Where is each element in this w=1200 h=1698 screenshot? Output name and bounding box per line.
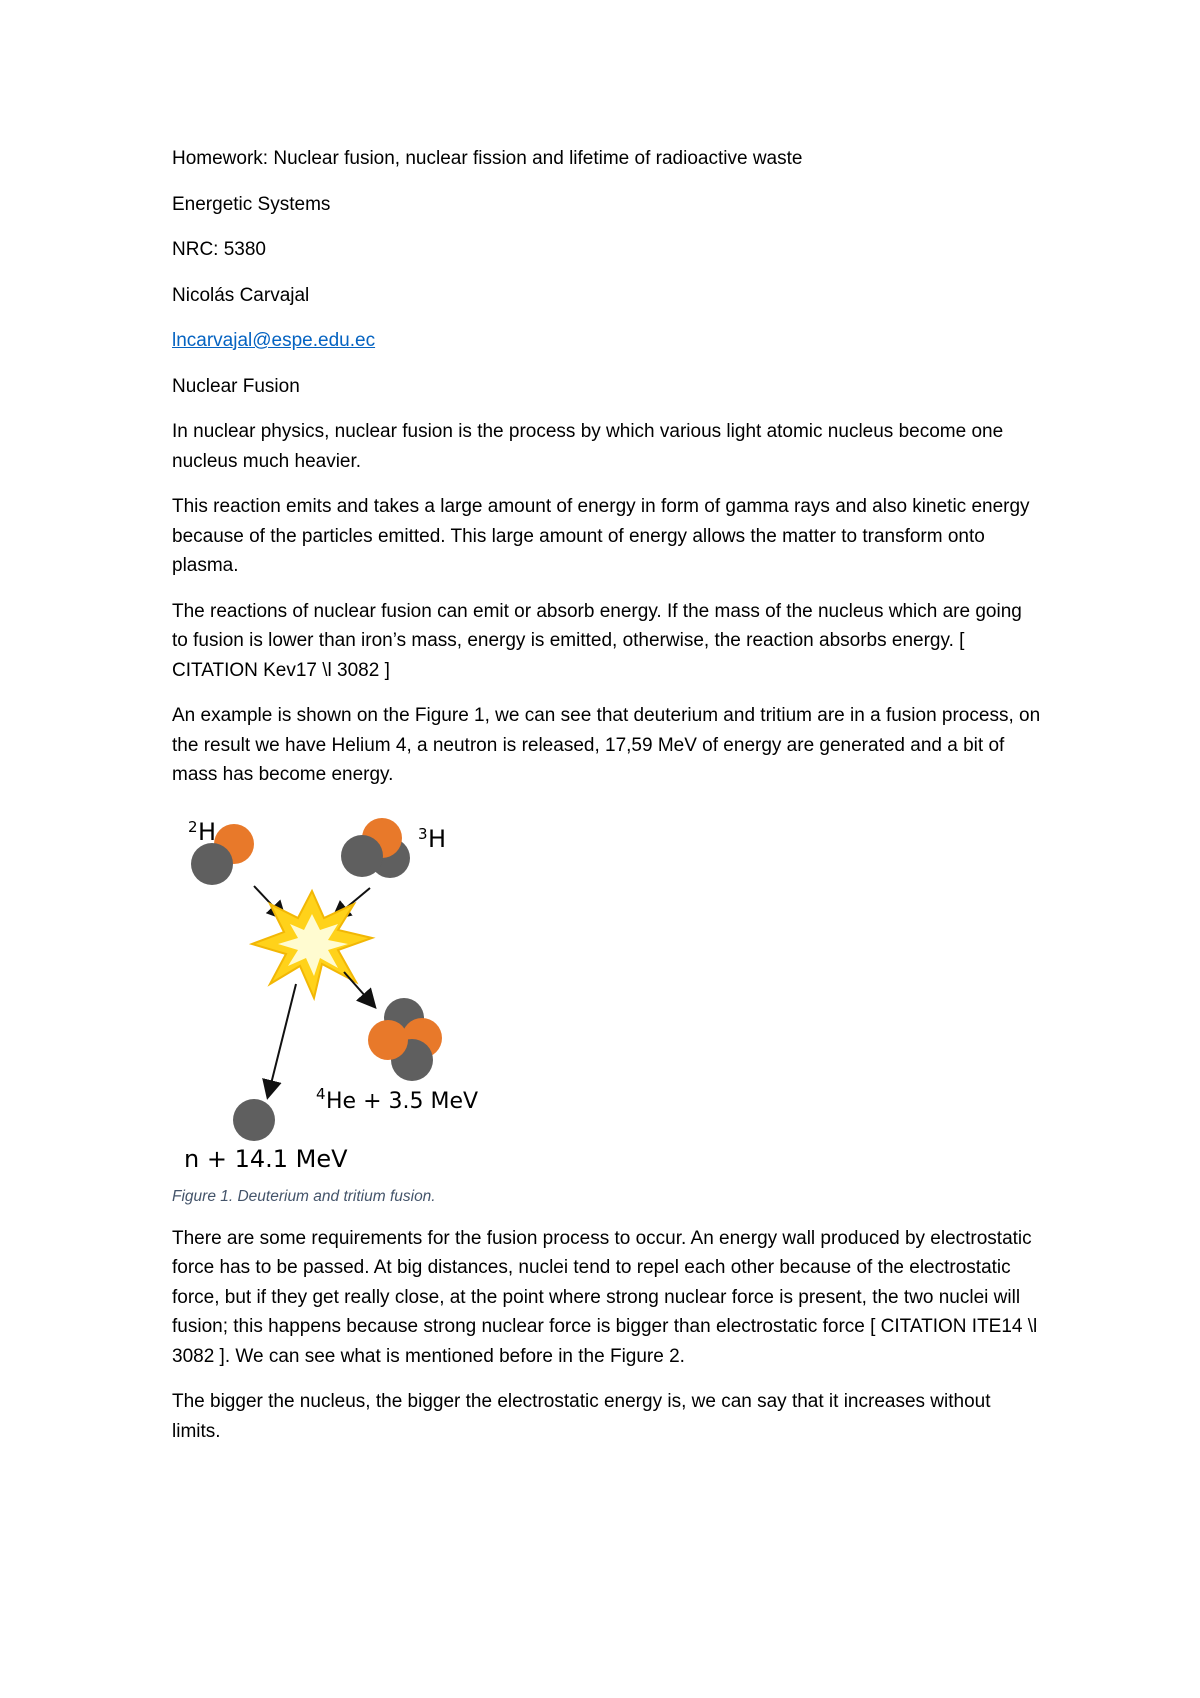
fusion-figure: [172, 806, 512, 1186]
helium-mass-label: 4: [316, 1084, 326, 1103]
body-paragraph: There are some requirements for the fusion process to occur. An energy wall produced by electrostatic force has to be passed. At big distances, nuclei tend to repel each other because of the electrostatic force, but if they get really close, at the point where strong nuclear force is present, the two nuclei will fusion; this happens because strong nuclear force is bigger than electrostatic force [ CITATION ITE14 \l 3082 ]. We can see what is mentioned before in the Figure 2.: [172, 1227, 1038, 1367]
deuterium-symbol-label: H: [198, 817, 217, 846]
neutron-sphere: [191, 843, 233, 885]
helium-product-label: He + 3.5 MeV: [326, 1088, 479, 1114]
deuterium-mass-label: 2: [188, 817, 198, 836]
author-name: Nicolás Carvajal: [172, 284, 310, 306]
document-title: Homework: Nuclear fusion, nuclear fission and lifetime of radioactive waste: [172, 148, 803, 169]
section-heading: Nuclear Fusion: [172, 375, 300, 397]
course-name: Energetic Systems: [172, 193, 331, 215]
proton-sphere: [368, 1020, 408, 1060]
email-link[interactable]: lncarvajal@espe.edu.ec: [172, 330, 376, 351]
free-neutron: [233, 1099, 275, 1141]
neutron-product-label: n + 14.1 MeV: [184, 1144, 348, 1173]
email-paragraph: [172, 326, 1042, 356]
arrow-icon: [344, 972, 374, 1006]
tritium-mass-label: 3: [418, 824, 428, 843]
document-body: [172, 144, 1042, 1462]
fusion-diagram: [172, 806, 512, 1186]
body-paragraph: This reaction emits and takes a large amount of energy in form of gamma rays and also kinetic energy because of the particles emitted. This large amount of energy allows the matter to transform onto plasma.: [172, 496, 1030, 576]
tritium-symbol-label: H: [428, 824, 447, 853]
neutron-sphere: [341, 835, 383, 877]
helium-nucleus: [368, 998, 442, 1081]
tritium-nucleus: [341, 818, 410, 878]
body-paragraph: The bigger the nucleus, the bigger the electrostatic energy is, we can say that it increases without limits.: [172, 1391, 991, 1442]
body-paragraph: In nuclear physics, nuclear fusion is the process by which various light atomic nucleus become one nucleus much heavier.: [172, 421, 1004, 472]
body-paragraph: The reactions of nuclear fusion can emit or absorb energy. If the mass of the nucleus which are going to fusion is lower than iron’s mass, energy is emitted, otherwise, the reaction absorbs energy. [ CITATION Kev17 \l 3082 ]: [172, 600, 1022, 681]
body-paragraph: An example is shown on the Figure 1, we can see that deuterium and tritium are in a fusion process, on the result we have Helium 4, a neutron is released, 17,59 MeV of energy are generated and a bit of mass has become energy.: [172, 705, 1041, 785]
figure-caption: Figure 1. Deuterium and tritium fusion.: [172, 1187, 436, 1205]
arrow-icon: [268, 984, 296, 1096]
nrc-number: NRC: 5380: [172, 239, 266, 260]
